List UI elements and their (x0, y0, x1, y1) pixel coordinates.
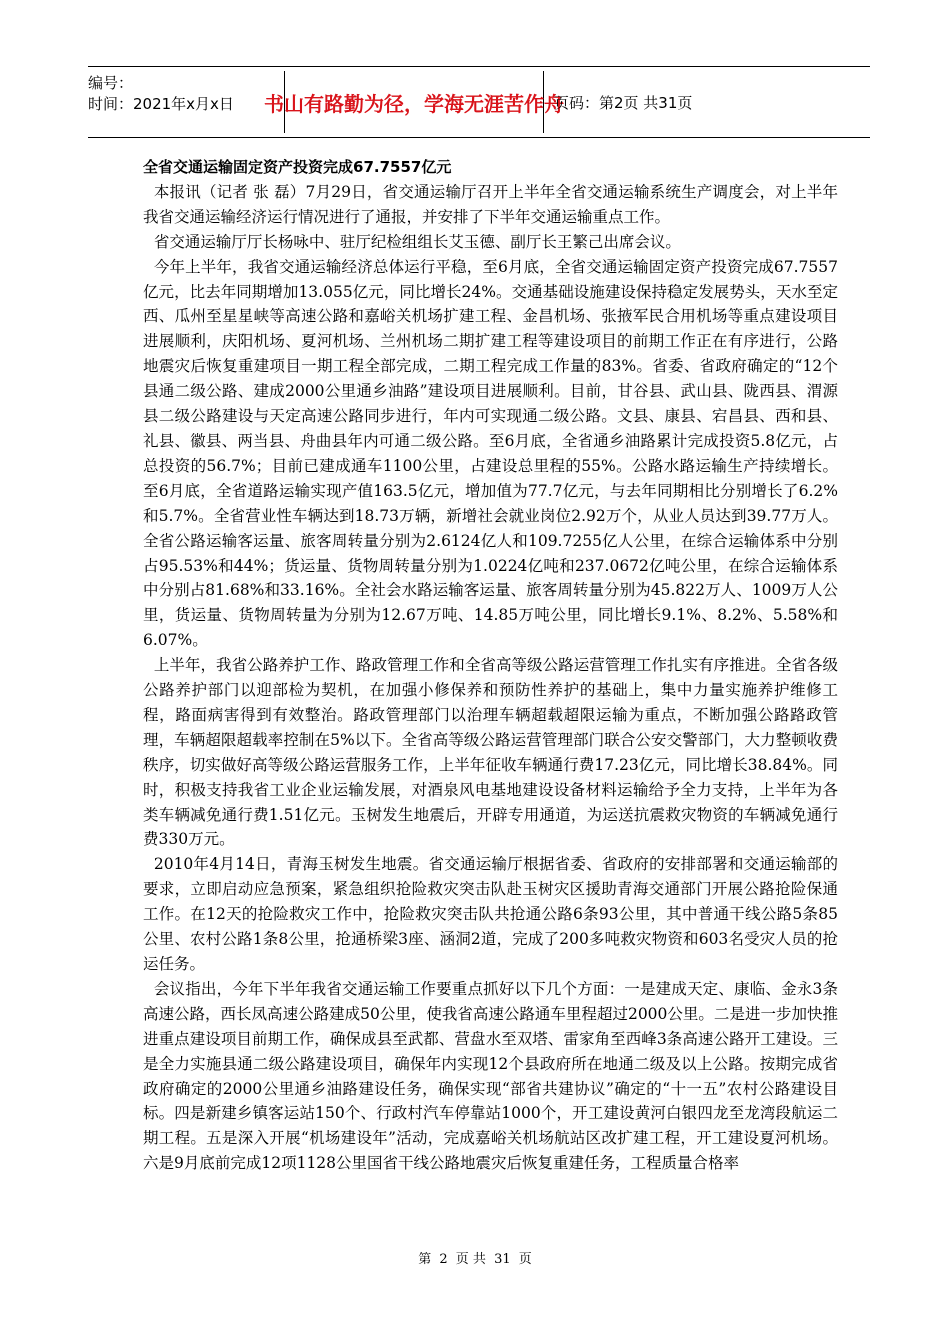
page-footer (0, 1248, 950, 1267)
article-paragraph: 上半年，我省公路养护工作、路政管理工作和全省高等级公路运营管理工作扎实有序推进。全省各级公路养护部门以迎部检为契机，在加强小修保养和预防性养护的基础上，集中力量实施养护维修工程，路面病害得到有效整治。路政管理部门以治理车辆超载超限运输为重点，不断加强公路路政管理，车辆超限超载率控制在5%以下。全省高等级公路运营管理部门联合公安交警部门，大力整顿收费秩序，切实做好高等级公路运营服务工作，上半年征收车辆通行费17.23亿元，同比增长38.84%。同时，积极支持我省工业企业运输发展，对酒泉风电基地建设设备材料运输给予全力支持，上半年为各类车辆减免通行费1.51亿元。玉树发生地震后，开辟专用通道，为运送抗震救灾物资的车辆减免通行费330万元。 (143, 656, 838, 849)
header-page-info: 页码：第2页 共31页 (554, 93, 693, 112)
article-paragraph: 省交通运输厅厅长杨咏中、驻厅纪检组组长艾玉德、副厅长王繁己出席会议。 (153, 232, 681, 251)
article-paragraph: 会议指出，今年下半年我省交通运输工作要重点抓好以下几个方面：一是建成天定、康临、金永3条高速公路，西长凤高速公路建成50公里，使我省高速公路通车里程超过2000公里。二是进一步加快推进重点建设项目前期工作，确保成县至武都、营盘水至双塔、雷家角至西峰3条高速公路开工建设。三是全力实施县通二级公路建设项目，确保年内实现12个县政府所在地通二级及以上公路。按期完成省政府确定的2000公里通乡油路建设任务，确保实现“部省共建协议”确定的“十一五”农村公路建设目标。四是新建乡镇客运站150个、行政村汽车停靠站1000个，开工建设黄河白银四龙至龙湾段航运二期工程。五是深入开展“机场建设年”活动，完成嘉峪关机场航站区改扩建工程，开工建设夏河机场。六是9月底前完成12项1128公里国省干线公路地震灾后恢复重建任务，工程质量合格率 (143, 979, 838, 1173)
article-paragraph: 2010年4月14日，青海玉树发生地震。省交通运输厅根据省委、省政府的安排部署和交通运输部的要求，立即启动应急预案，紧急组织抢险救灾突击队赴玉树灾区援助青海交通部门开展公路抢险保通工作。在12天的抢险救灾工作中，抢险救灾突击队共抢通公路6条93公里，其中普通干线公路5条85公里、农村公路1条8公里，抢通桥梁3座、涵洞2道，完成了200多吨救灾物资和603名受灾人员的抢运任务。 (143, 855, 838, 973)
document-date-label: 时间：2021年x月x日 (88, 95, 234, 113)
article-paragraph: 本报讯（记者 张 磊）7月29日，省交通运输厅召开上半年全省交通运输系统生产调度会，对上半年我省交通运输经济运行情况进行了通报，并安排了下半年交通运输重点工作。 (143, 182, 838, 226)
article-title: 全省交通运输固定资产投资完成67.7557亿元 (143, 158, 452, 176)
page-header (88, 66, 870, 138)
footer-prefix: 第 (418, 1252, 432, 1267)
footer-page-number: 2 (439, 1252, 448, 1267)
document-number-label: 编号： (88, 74, 134, 92)
footer-middle: 页 共 (455, 1252, 486, 1267)
header-meta (88, 73, 283, 115)
article-body (143, 155, 838, 1176)
article-paragraph: 今年上半年，我省交通运输经济总体运行平稳，至6月底，全省交通运输固定资产投资完成67.7557亿元，比去年同期增加13.055亿元，同比增长24%。交通基础设施建设保持稳定发展势头，天水至定西、瓜州至星星峡等高速公路和嘉峪关机场扩建工程、金昌机场、张掖军民合用机场等重点建设项目进展顺利，庆阳机场、夏河机场、兰州机场二期扩建工程等建设项目的前期工作正在有序进行，公路地震灾后恢复重建项目一期工程全部完成，二期工程完成工作量的83%。省委、省政府确定的“12个县通二级公路、建成2000公里通乡油路”建设项目进展顺利。目前，甘谷县、武山县、陇西县、渭源县二级公路建设与天定高速公路同步进行，年内可实现通二级公路。文县、康县、宕昌县、西和县、礼县、徽县、两当县、舟曲县年内可通二级公路。至6月底，全省通乡油路累计完成投资5.8亿元，占总投资的56.7%；目前已建成通车1100公里，占建设总里程的55%。公路水路运输生产持续增长。至6月底，全省道路运输实现产值163.5亿元，增加值为77.7亿元，与去年同期相比分别增长了6.2%和5.7%。全省营业性车辆达到18.73万辆，新增社会就业岗位2.92万个，从业人员达到39.77万人。全省公路运输客运量、旅客周转量分别为2.6124亿人和109.7255亿人公里，在综合运输体系中分别占95.53%和44%；货运量、货物周转量分别为1.0224亿吨和237.0672亿吨公里，在综合运输体系中分别占81.68%和33.16%。全社会水路运输客运量、旅客周转量分别为45.822万人、1009万人公里，货运量、货物周转量为分别为12.67万吨、14.85万吨公里，同比增长9.1%、8.2%、5.58%和6.07%。 (143, 257, 838, 650)
footer-suffix: 页 (518, 1252, 532, 1267)
footer-total-pages: 31 (494, 1252, 511, 1267)
header-motto: 书山有路勤为径，学海无涯苦作舟 (284, 71, 544, 133)
